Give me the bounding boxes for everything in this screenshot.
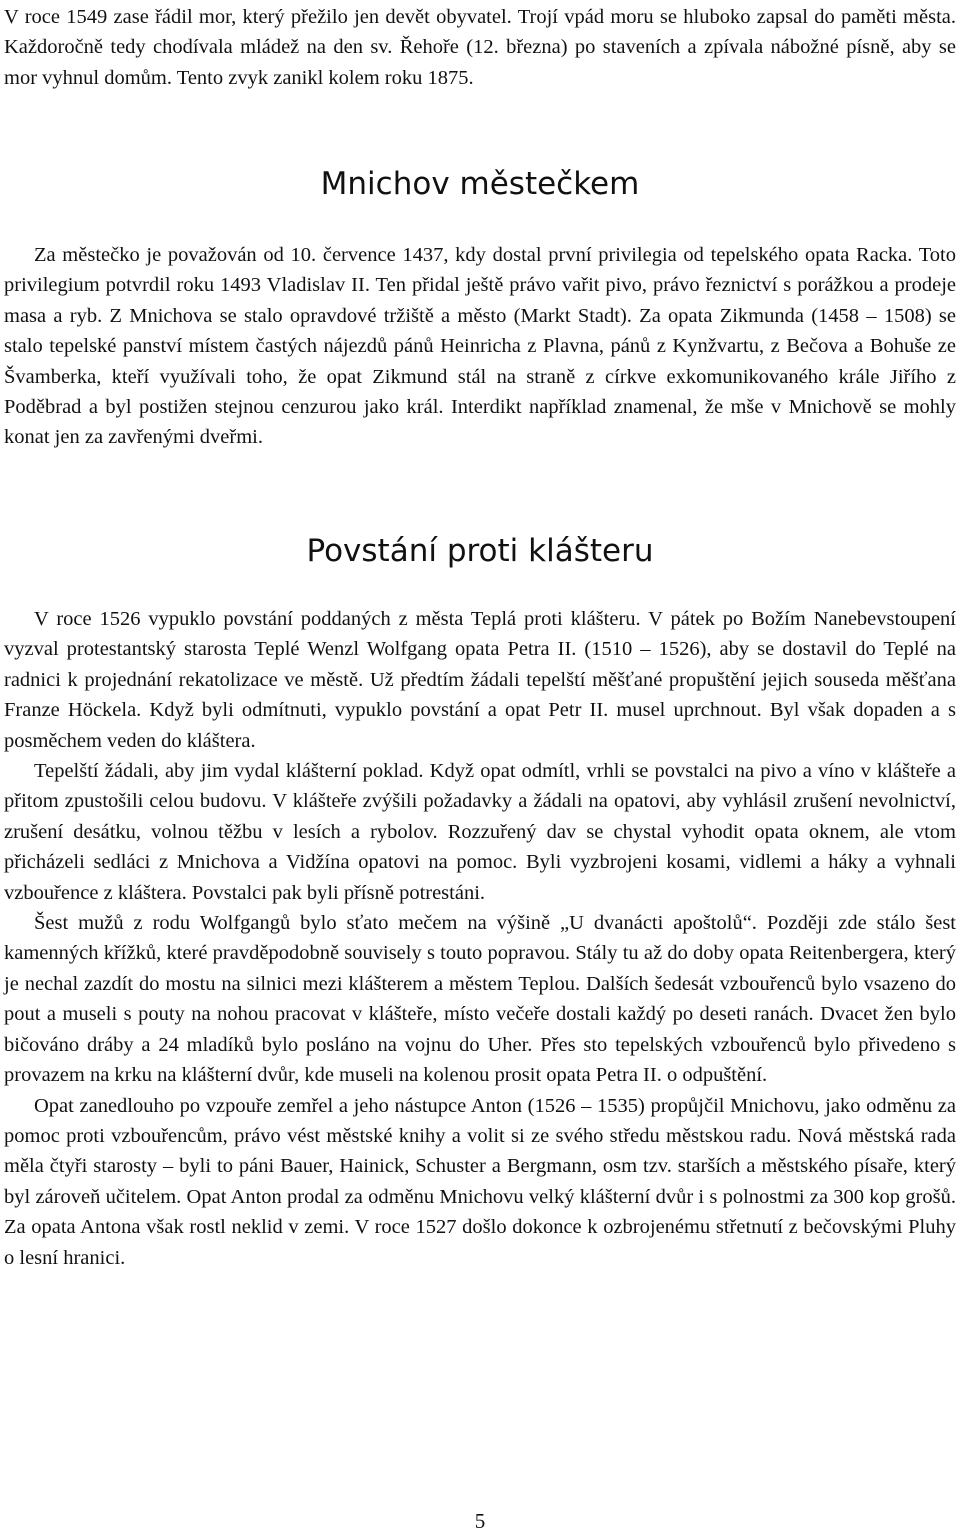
page-number: 5 <box>474 1509 486 1533</box>
paragraph: Šest mužů z rodu Wolfgangů bylo sťato mečem na výšině „U dvanácti apoštolů“. Později zde stálo šest kamenných křížků, které pravděpodobně souvisely s touto popravou. Stály tu až do doby opata Reitenbergera, který je nechal zazdít do mostu na silnici mezi klášterem a městem Teplou. Dalších šedesát vzbouřenců bylo vsazeno do pout a museli s pouty na nohou pracovat v klášteře, místo večeře dostali každý po deseti ranách. Dvacet žen bylo bičováno dráby a 24 mladíků bylo posláno na vojnu do Uher. Přes sto tepelských vzbouřenců bylo přivedeno s provazem na krku na klášterní dvůr, kde museli na kolenou prosit opata Petra II. o odpuštění. <box>4 912 956 1087</box>
section-body-mnichov <box>4 240 956 453</box>
paragraph: Opat zanedlouho po vzpouře zemřel a jeho nástupce Anton (1526 – 1535) propůjčil Mnichovu, jako odměnu za pomoc proti vzbouřencům, právo vést městské knihy a volit si ze svého středu městskou radu. Nová městská rada měla čtyři starosty – byli to páni Bauer, Hainick, Schuster a Bergmann, osm tzv. starších a městského písaře, který byl zároveň učitelem. Opat Anton prodal za odměnu Mnichovu velký klášterní dvůr i s polnostmi za 300 kop grošů. Za opata Antona však rostl neklid v zemi. V roce 1527 došlo dokonce k ozbrojenému střetnutí z bečovskými Pluhy o lesní hranici. <box>4 1094 956 1269</box>
paragraph: Tepelští žádali, aby jim vydal klášterní poklad. Když opat odmítl, vrhli se povstalci na pivo a víno v klášteře a přitom zpustošili celou budovu. V klášteře zvýšili požadavky a žádali na opatovi, aby vyhlásil zrušení nevolnictví, zrušení desátku, volnou těžbu v lesích a rybolov. Rozzuřený dav se chystal vyhodit opata oknem, ale vtom přicházeli sedláci z Mnichova a Vidžína opatovi na pomoc. Byli vyzbrojeni kosami, vidlemi a háky a vyhnali vzbouřence z kláštera. Povstalci pak byli přísně potrestáni. <box>4 760 956 904</box>
intro-paragraph: V roce 1549 zase řádil mor, který přežilo jen devět obyvatel. Trojí vpád moru se hluboko zapsal do paměti města. Každoročně tedy chodívala mládež na den sv. Řehoře (12. března) po staveních a zpívala nábožné písně, aby se mor vyhnul domům. Tento zvyk zanikl kolem roku 1875. <box>4 6 956 89</box>
intro-paragraph-block <box>4 2 956 93</box>
section-heading-povstani: Povstání proti klášteru <box>306 533 654 569</box>
section-body-povstani <box>4 604 956 1273</box>
paragraph: Za městečko je považován od 10. července 1437, kdy dostal první privilegia od tepelského opata Racka. Toto privilegium potvrdil roku 1493 Vladislav II. Ten přidal ještě právo vařit pivo, právo řeznictví s porážkou a prodeje masa a ryb. Z Mnichova se stalo opravdové tržiště a město (Markt Stadt). Za opata Zikmunda (1458 – 1508) se stalo tepelské panství místem častých nájezdů pánů Heinricha z Plavna, pánů z Kynžvartu, z Bečova a Bohuše ze Švamberka, kteří využívali toho, že opat Zikmund stál na straně z církve exkomunikovaného krále Jiřího z Poděbrad a byl postižen stejnou cenzurou jako král. Interdikt například znamenal, že mše v Mnichově se mohly konat jen za zavřenými dveřmi. <box>4 244 956 449</box>
section-heading-mnichov: Mnichov městečkem <box>320 166 640 202</box>
paragraph: V roce 1526 vypuklo povstání poddaných z města Teplá proti klášteru. V pátek po Božím Nanebevstoupení vyzval protestantský starosta Teplé Wenzl Wolfgang opata Petra II. (1510 – 1526), aby se dostavil do Teplé na radnici k projednání rekatolizace ve městě. Už předtím žádali tepelští měšťané propuštění jejich souseda měšťana Franze Höckela. Když byli odmítnuti, vypuklo povstání a opat Petr II. musel uprchnout. Byl však dopaden a s posměchem veden do kláštera. <box>4 608 956 752</box>
